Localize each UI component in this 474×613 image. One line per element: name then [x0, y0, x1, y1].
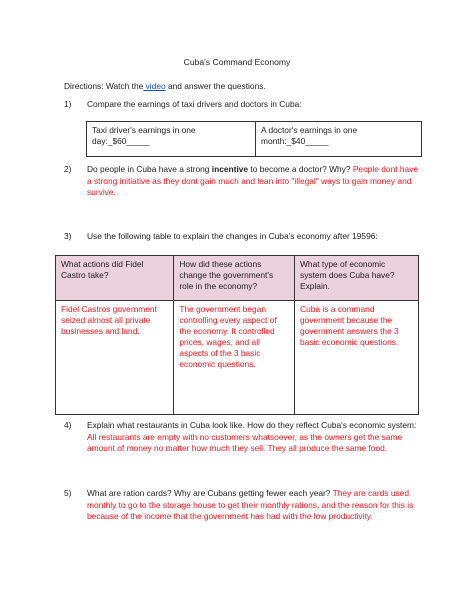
question-text — [87, 488, 422, 523]
taxi-earnings-label: Taxi driver's earnings in one — [92, 125, 196, 135]
question-text — [87, 164, 422, 199]
question-4 — [64, 420, 422, 455]
question-number: 4) — [64, 420, 72, 430]
earnings-table — [86, 121, 422, 157]
question-text — [87, 420, 422, 455]
taxi-earnings-value: day:_$60_____ — [92, 135, 150, 146]
table-header-cell: What type of economic system does Cuba have? Explain. — [295, 256, 419, 301]
question-3 — [64, 231, 422, 243]
incentive-keyword: incentive — [211, 164, 249, 174]
doctor-earnings-value: month:_$40_____ — [261, 135, 329, 146]
question-text-start: Do people in Cuba have a strong — [87, 164, 212, 174]
directions-text: Directions: Watch the — [64, 81, 144, 91]
table-row — [56, 301, 419, 415]
doctor-earnings-cell — [256, 122, 422, 157]
question-text-body: Explain what restaurants in Cuba look like. How do they reflect Cuba's economic system: — [87, 420, 417, 430]
question-text: Use the following table to explain the changes in Cuba's economy after 19596: — [87, 231, 378, 241]
answer-cell: The government began controlling every aspect of the economy. It controlled prices, wages, and all aspects of the 3 basic economic questions. — [174, 301, 295, 415]
question-number: 1) — [64, 99, 72, 109]
question-2 — [64, 164, 422, 199]
directions — [64, 81, 266, 93]
economy-changes-table — [55, 255, 419, 415]
directions-text-end: and answer the questions. — [165, 81, 266, 91]
answer-text: All restaurants are empty with no customers whatsoever, as the owners get the same amount of money no matter how much they sell. They all produce the same food. — [87, 431, 403, 454]
table-header-row — [56, 256, 419, 301]
answer-cell: Cuba is a command government because the government answers the 3 basic economic questions. — [295, 301, 419, 415]
page-title: Cuba's Command Economy — [183, 57, 291, 67]
taxi-earnings-cell — [87, 122, 256, 157]
table-header-cell: What actions did Fidel Castro take? — [56, 256, 174, 301]
answer-cell: Fidel Castros government seized almost all private businesses and land. — [56, 301, 174, 415]
question-text-body: What are ration cards? Why are Cubans getting fewer each year? — [87, 488, 333, 498]
answer-text: People dont have a strong initiative as they dont gain much and lean into "illegal" ways to gain money and survive. — [87, 164, 419, 198]
question-1 — [64, 99, 422, 111]
answer-text: They are cards used monthly to go to the storage house to get their monthly rations, and the reason for this is because of the income that the government has had with the low productivity. — [87, 488, 414, 522]
question-5 — [64, 488, 422, 523]
question-text: Compare the earnings of taxi drivers and doctors in Cuba: — [87, 99, 302, 109]
video-link[interactable]: video — [143, 81, 166, 91]
question-number: 5) — [64, 488, 72, 498]
table-header-cell: How did these actions change the government's role in the economy? — [174, 256, 295, 301]
question-number: 2) — [64, 164, 72, 174]
question-text-end: to become a doctor? Why? — [248, 164, 353, 174]
question-number: 3) — [64, 231, 72, 241]
doctor-earnings-label: A doctor's earnings in one — [261, 125, 358, 135]
